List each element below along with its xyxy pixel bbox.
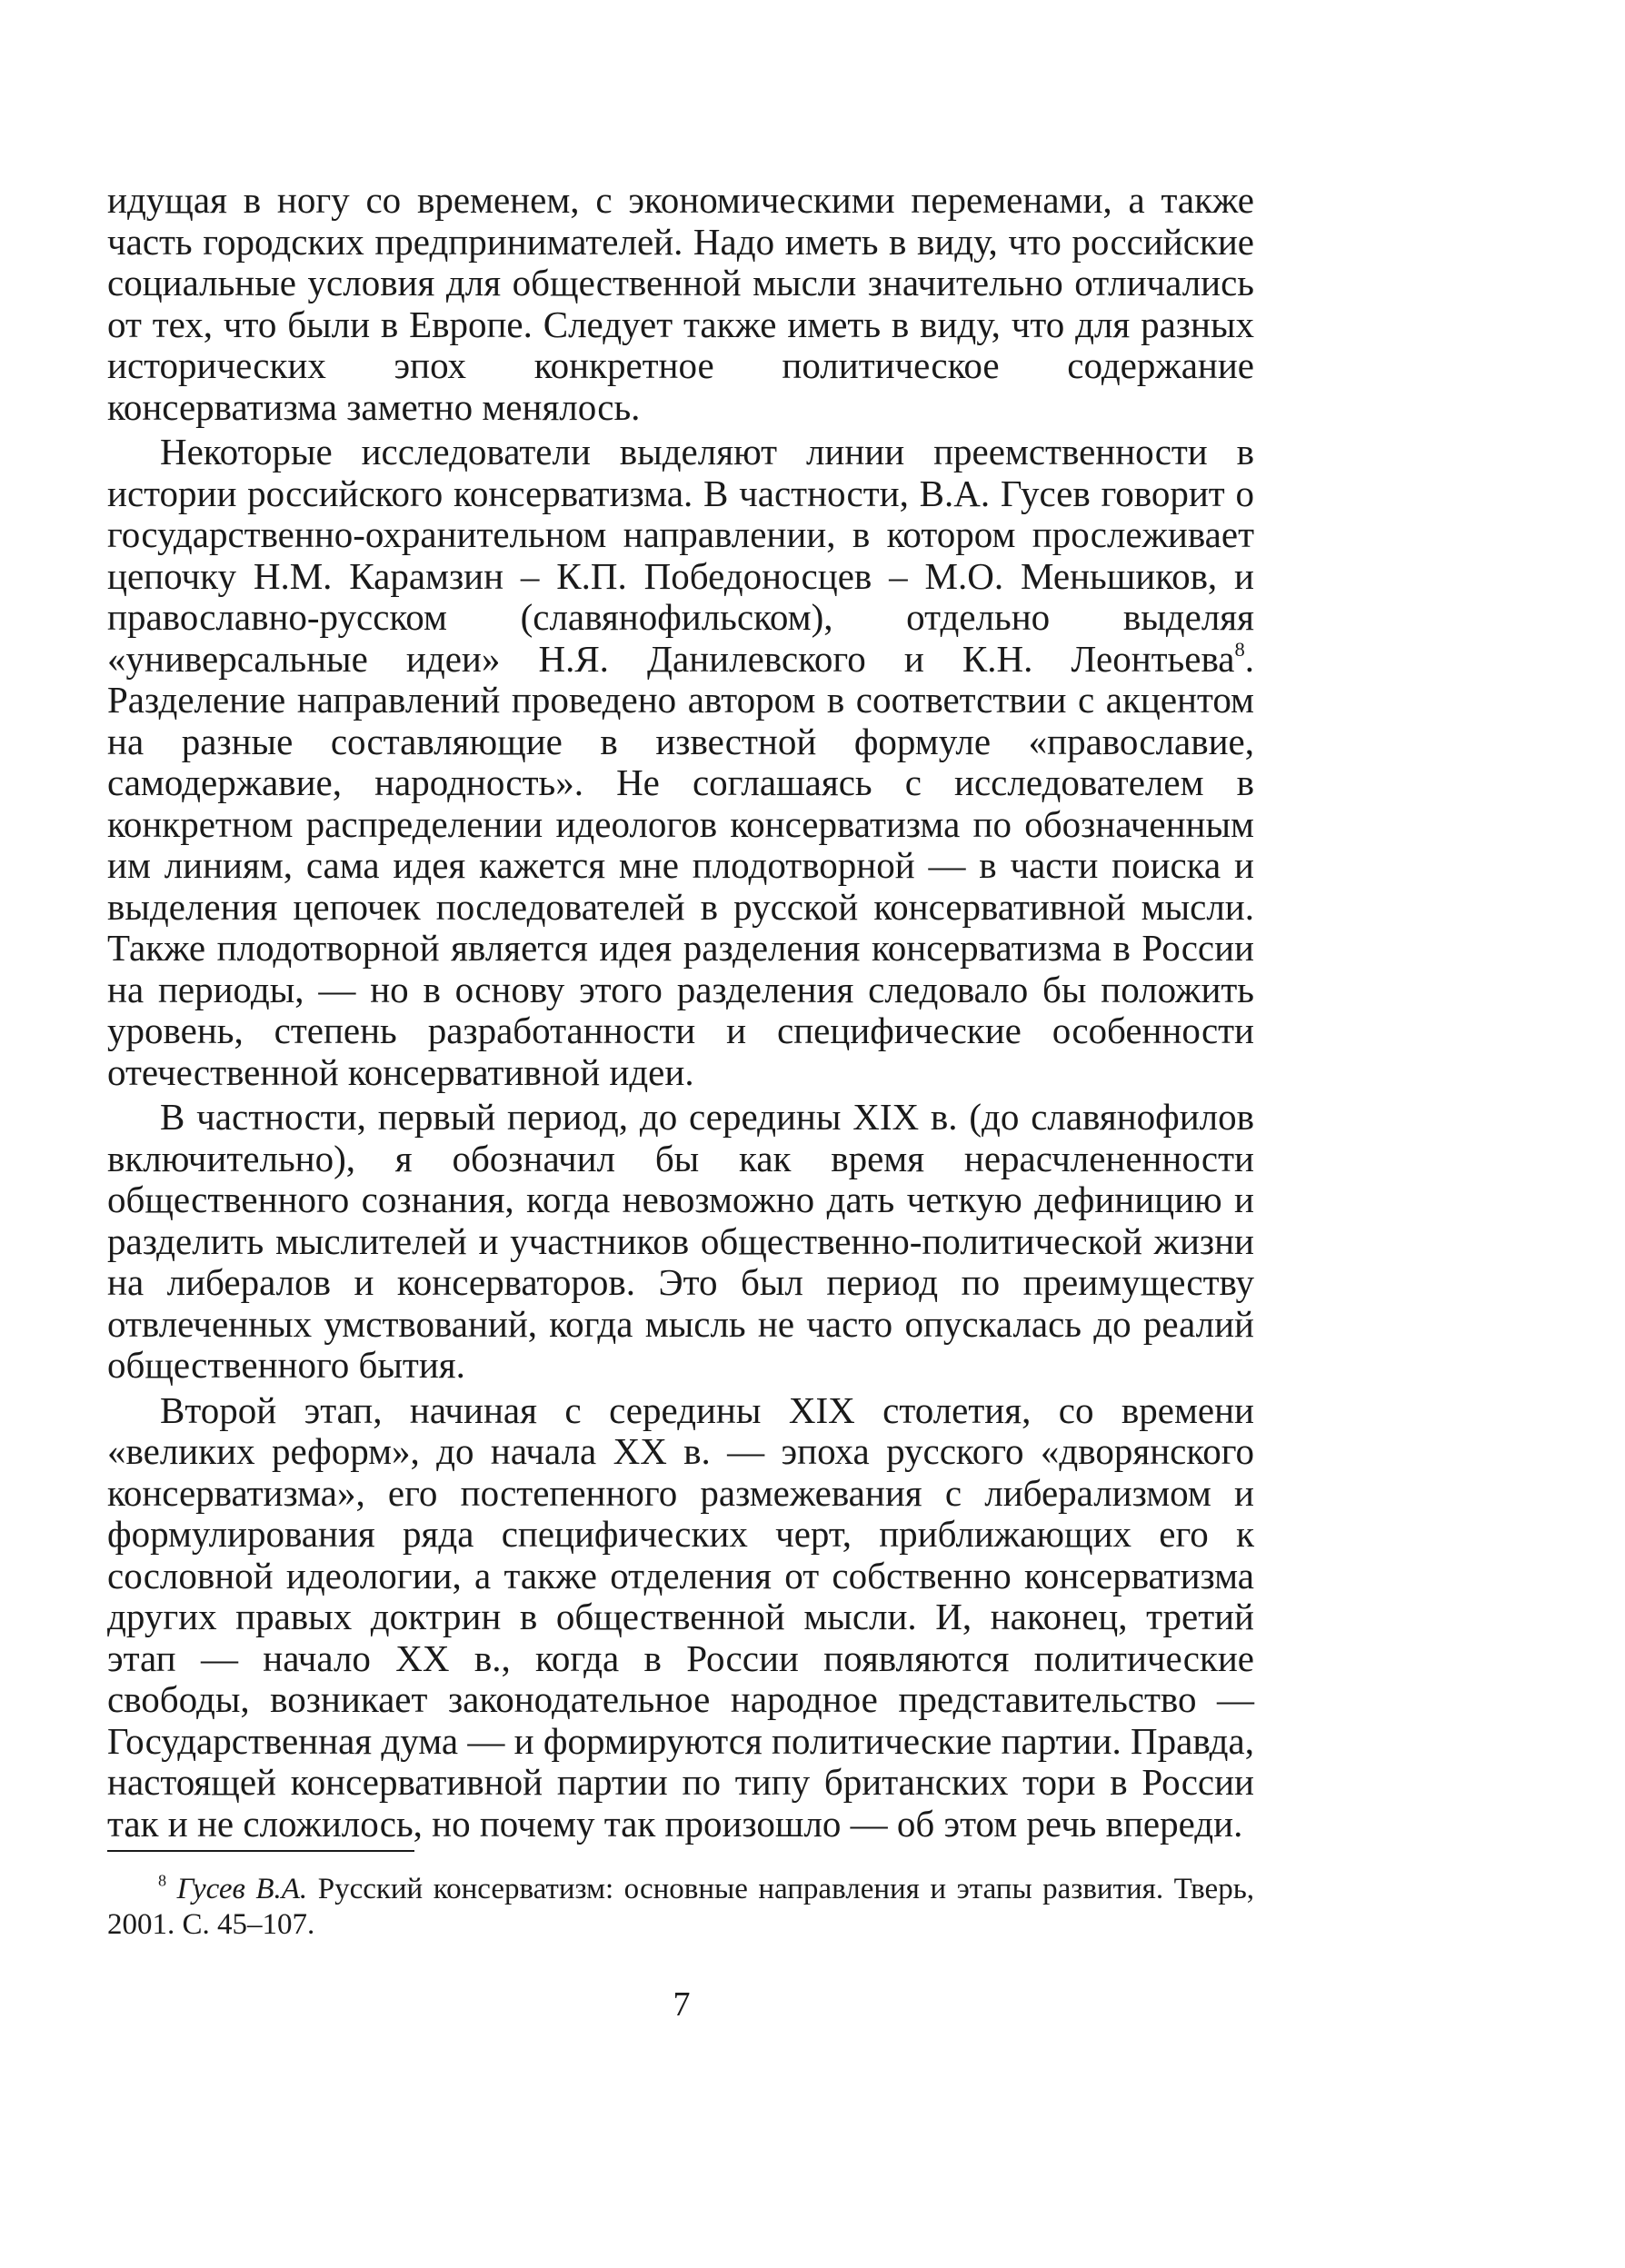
page-number: 7: [673, 1985, 691, 2024]
paragraph-4: Второй этап, начиная с середины XIX столетия, со времени «великих реформ», до начала XX в. — эпоха русского «дворянского консерватизма», его постепенного размежевания с либерализмом и формулирования ряда специфических черт, приближающих его к сословной идеологии, а также отделения от собственно консерватизма других правых доктрин в общественной мысли. И, наконец, третий этап — начало XX в., когда в России появляются политические свободы, возникает законодательное народное представительство — Государственная дума — и формируются политические партии. Правда, настоящей консервативной партии по типу британских тори в России так и не сложилось, но почему так произошло — об этом речь впереди.: [107, 1388, 1254, 1845]
footnote-separator: [107, 1850, 414, 1852]
paragraph-2-text-before-note: Некоторые исследователи выделяют линии преемственности в истории российского консерватизма. В частности, В.А. Гусев говорит о государственно-охранительном направлении, в котором прослеживает цепочку Н.М. Карамзин – К.П. Победоносцев – М.О. Меньшиков, и православно-русском (славянофильском), отдельно выделяя «универсальные идеи» Н.Я. Данилевского и К.Н. Леонтьева: [107, 431, 1254, 680]
paragraph-3: В частности, первый период, до середины XIX в. (до славянофилов включительно), я обозначил бы как время нерасчлененности общественного сознания, когда невозможно дать четкую дефиницию и разделить мыслителей и участников общественно-политической жизни на либералов и консерваторов. Это был период по преимуществу отвлеченных умствований, когда мысль не часто опускалась до реалий общественного бытия.: [107, 1096, 1254, 1386]
footnote-author: Гусев В.А.: [176, 1873, 308, 1905]
footnote-reference-8[interactable]: 8: [1234, 637, 1245, 661]
paragraph-2: [107, 432, 1254, 1093]
footnote-marker: 8: [158, 1871, 167, 1890]
paragraph-1: идущая в ногу со временем, с экономическими переменами, а также часть городских предпринимателей. Надо иметь в виду, что российские социальные условия для общественной мысли значительно отличались от тех, что были в Европе. Следует также иметь в виду, что для разных исторических эпох конкретное политическое содержание консерватизма заметно менялось.: [107, 179, 1254, 428]
main-text: [107, 180, 1254, 1845]
paragraph-2-text-after-note: . Разделение направлений проведено автором в соответствии с акцентом на разные составляющие в известной формуле «православие, самодержавие, народность». Не соглашаясь с исследователем в конкретном распределении идеологов консерватизма по обозначенным им линиям, сама идея кажется мне плодотворной — в части поиска и выделения цепочек последователей в русской консервативной мысли. Также плодотворной является идея разделения консерватизма в России на периоды, — но в основу этого разделения следовало бы положить уровень, степень разработанности и специфические особенности отечественной консервативной идеи.: [107, 637, 1254, 1093]
footnote-citation: Русский консерватизм: основные направления и этапы развития. Тверь, 2001. С. 45–107.: [107, 1873, 1254, 1941]
footnote-8: [107, 1872, 1254, 1943]
